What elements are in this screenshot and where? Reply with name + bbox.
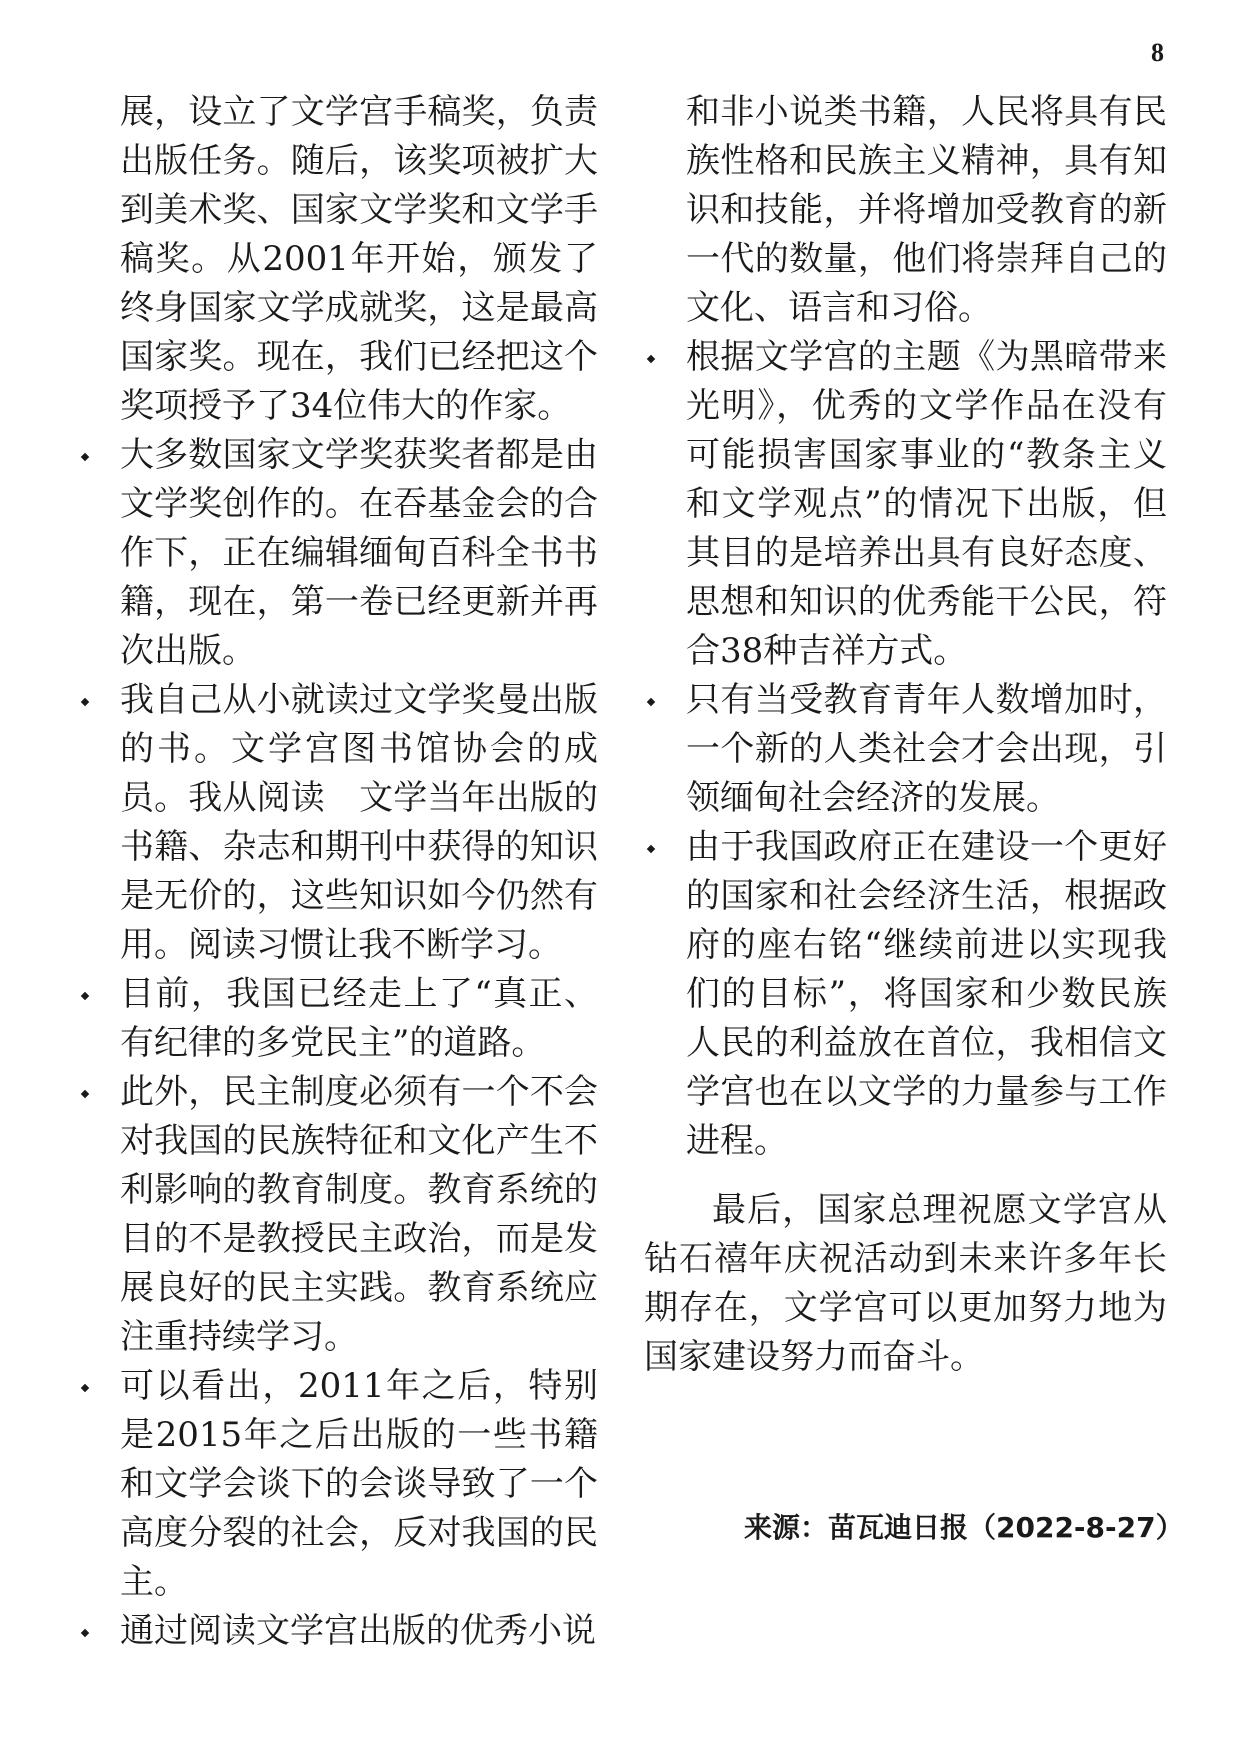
bullet-item	[120, 431, 598, 676]
bullet-item	[120, 1362, 598, 1607]
closing-paragraph: 最后，国家总理祝愿文学宫从钻石禧年庆祝活动到未来许多年长期存在，文学宫可以更加努力地为国家建设努力而奋斗。	[644, 1190, 1167, 1377]
bullet-item	[120, 1068, 598, 1362]
bullet-item	[686, 823, 1167, 1166]
left-column	[120, 88, 598, 1656]
diamond-bullet-icon	[81, 1090, 89, 1098]
bullet-item	[120, 1607, 598, 1656]
right-column	[644, 88, 1167, 1382]
bullet-text: 此外，民主制度必须有一个不会对我国的民族特征和文化产生不利影响的教育制度。教育系统的目的不是教授民主政治，而是发展良好的民主实践。教育系统应注重持续学习。	[120, 1072, 598, 1357]
bullet-item	[120, 970, 598, 1068]
bullet-text: 大多数国家文学奖获奖者都是由文学奖创作的。在吞基金会的合作下，正在编辑缅甸百科全书书籍，现在，第一卷已经更新并再次出版。	[120, 435, 598, 671]
diamond-bullet-icon	[81, 698, 89, 706]
bullet-text: 只有当受教育青年人数增加时，一个新的人类社会才会出现，引领缅甸社会经济的发展。	[686, 680, 1167, 818]
bullet-text: 由于我国政府正在建设一个更好的国家和社会经济生活，根据政府的座右铭“继续前进以实现我们的目标”，将国家和少数民族人民的利益放在首位，我相信文学宫也在以文学的力量参与工作进程。	[686, 827, 1167, 1161]
diamond-bullet-icon	[81, 992, 89, 1000]
bullet-item	[686, 676, 1167, 823]
bullet-text: 我自己从小就读过文学奖曼出版的书。文学宫图书馆协会的成员。我从阅读 文学当年出版的书籍、杂志和期刊中获得的知识是无价的，这些知识如今仍然有用。阅读习惯让我不断学习。	[120, 680, 598, 965]
bullet-item	[120, 676, 598, 970]
diamond-bullet-icon	[81, 453, 89, 461]
diamond-bullet-icon	[647, 698, 655, 706]
diamond-bullet-icon	[81, 1629, 89, 1637]
right-continuation-paragraph: 和非小说类书籍，人民将具有民族性格和民族主义精神，具有知识和技能，并将增加受教育的新一代的数量，他们将崇拜自己的文化、语言和习俗。	[686, 92, 1167, 328]
bullet-text: 目前，我国已经走上了“真正、有纪律的多党民主”的道路。	[120, 974, 598, 1063]
bullet-text: 根据文学宫的主题《为黑暗带来光明》，优秀的文学作品在没有可能损害国家事业的“教条主义和文学观点”的情况下出版，但其目的是培养出具有良好态度、思想和知识的优秀能干公民，符合38种吉祥方式。	[686, 337, 1167, 671]
bullet-text: 通过阅读文学宫出版的优秀小说	[120, 1611, 596, 1651]
source-citation: 来源：苗瓦迪日报（2022-8-27）	[744, 1511, 1184, 1544]
diamond-bullet-icon	[647, 845, 655, 853]
diamond-bullet-icon	[647, 355, 655, 363]
left-continuation-paragraph: 展，设立了文学宫手稿奖，负责出版任务。随后，该奖项被扩大到美术奖、国家文学奖和文学手稿奖。从2001年开始，颁发了终身国家文学成就奖，这是最高国家奖。现在，我们已经把这个奖项授予了34位伟大的作家。	[120, 92, 598, 426]
page-number: 8	[1151, 38, 1164, 67]
bullet-text: 可以看出，2011年之后，特别是2015年之后出版的一些书籍和文学会谈下的会谈导致了一个高度分裂的社会，反对我国的民主。	[120, 1366, 598, 1602]
bullet-item	[686, 333, 1167, 676]
diamond-bullet-icon	[81, 1384, 89, 1392]
